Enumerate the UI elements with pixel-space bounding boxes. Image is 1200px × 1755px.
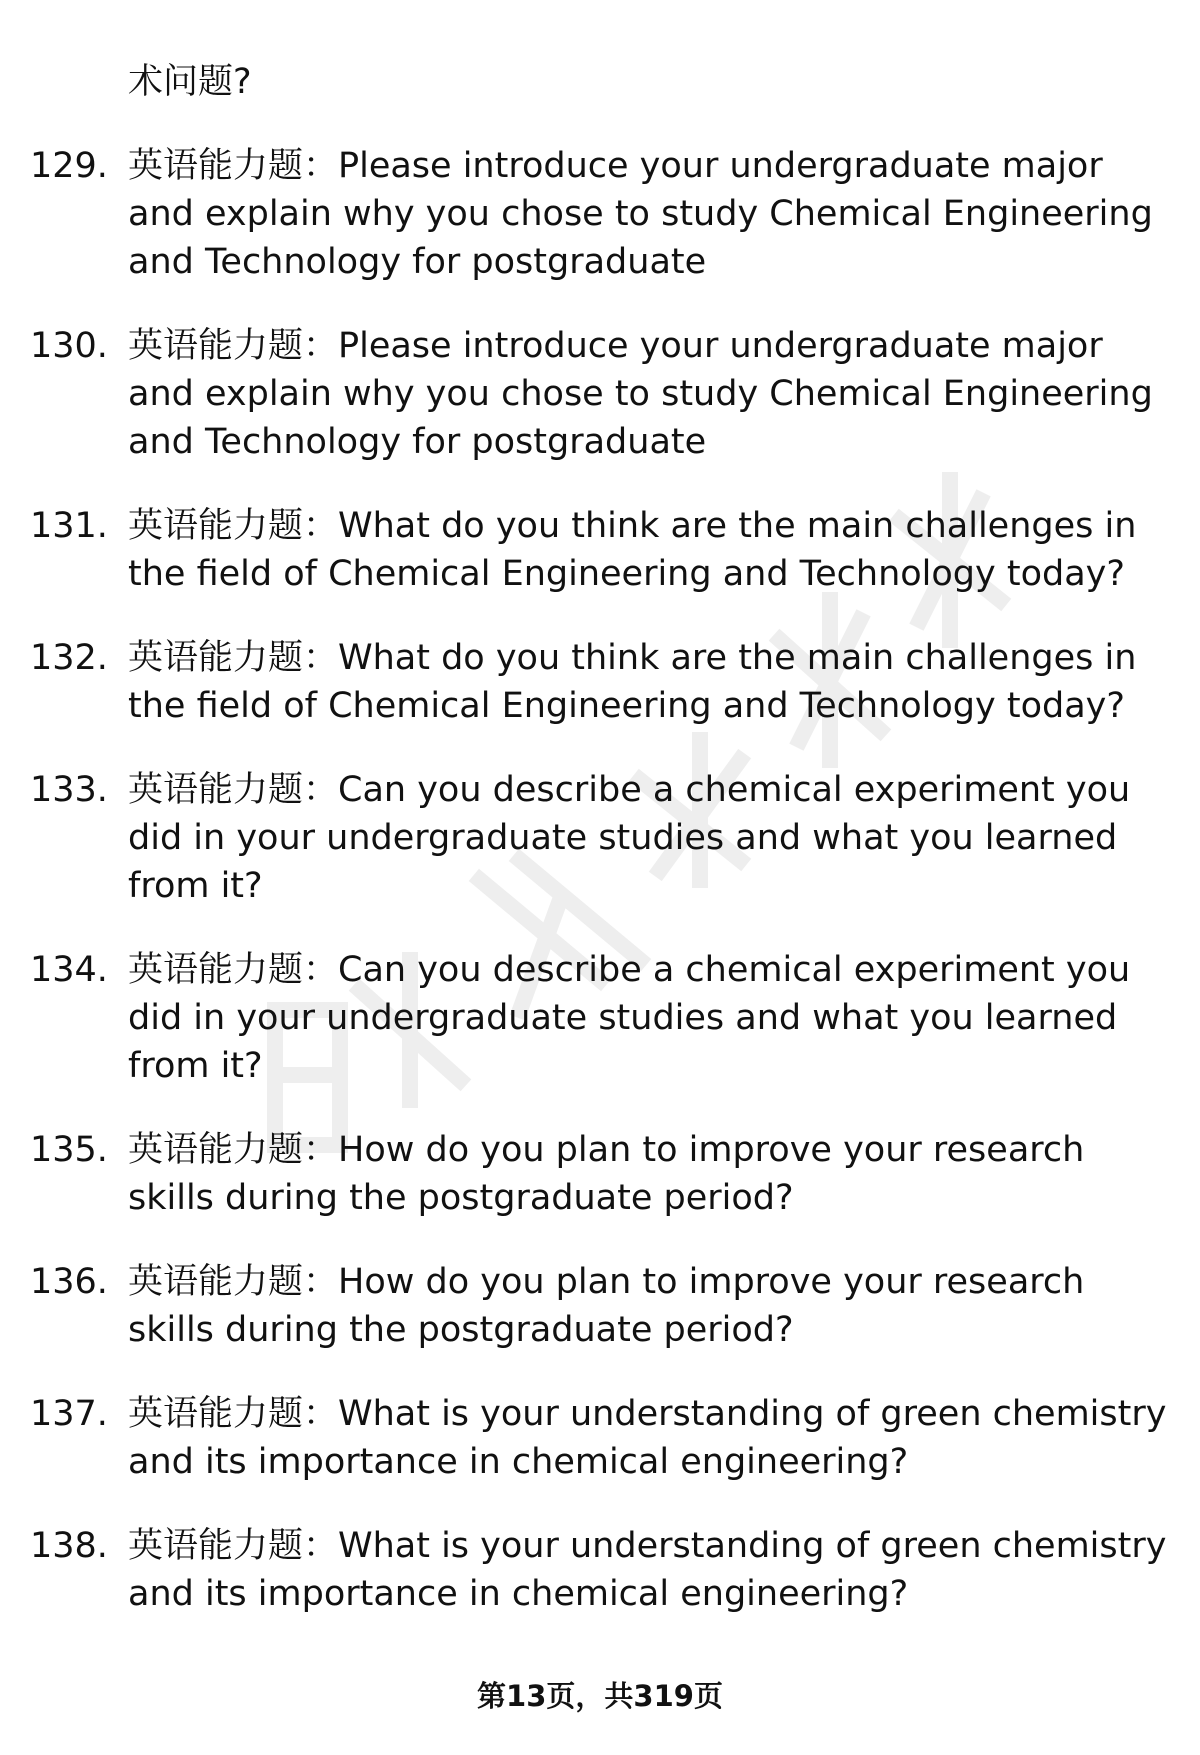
question-text [128,634,1178,730]
continuation-text: 术问题? [128,62,252,102]
question-line: and Technology for postgraduate [128,422,707,462]
question-text [128,1126,1178,1222]
question-line: 英语能力题：What is your understanding of green chemistry [128,1394,1167,1434]
question-text [128,1390,1178,1486]
question-line: and explain why you chose to study Chemical Engineering [128,374,1153,414]
question-text [128,946,1178,1090]
question-line: 英语能力题：How do you plan to improve your research [128,1262,1085,1302]
question-line: and explain why you chose to study Chemical Engineering [128,194,1153,234]
question-line: 英语能力题：What do you think are the main challenges in [128,506,1137,546]
question-number: 136. [30,1262,108,1302]
question-number: 137. [30,1394,108,1434]
question-text [128,322,1178,466]
question-line: 英语能力题：What do you think are the main challenges in [128,638,1137,678]
question-line: from it? [128,1046,263,1086]
question-number: 129. [30,146,108,186]
question-line: 英语能力题：Can you describe a chemical experiment you [128,950,1131,990]
question-line: skills during the postgraduate period? [128,1178,794,1218]
question-number: 130. [30,326,108,366]
question-line: and its importance in chemical engineering? [128,1574,909,1614]
question-text [128,1258,1178,1354]
question-line: 英语能力题：How do you plan to improve your research [128,1130,1085,1170]
question-number: 135. [30,1130,108,1170]
question-text [128,502,1178,598]
question-line: 英语能力题：Please introduce your undergraduate major [128,146,1103,186]
question-line: 英语能力题：Can you describe a chemical experiment you [128,770,1131,810]
question-number: 134. [30,950,108,990]
question-text [128,142,1178,286]
question-line: 英语能力题：What is your understanding of green chemistry [128,1526,1167,1566]
question-number: 133. [30,770,108,810]
question-text [128,1522,1178,1618]
question-line: the field of Chemical Engineering and Technology today? [128,554,1125,594]
page-footer [0,1676,1200,1716]
question-text [128,766,1178,910]
question-line: skills during the postgraduate period? [128,1310,794,1350]
question-line: 英语能力题：Please introduce your undergraduate major [128,326,1103,366]
question-line: did in your undergraduate studies and what you learned [128,998,1118,1038]
question-line: did in your undergraduate studies and what you learned [128,818,1118,858]
question-number: 132. [30,638,108,678]
question-line: from it? [128,866,263,906]
question-number: 131. [30,506,108,546]
question-number: 138. [30,1526,108,1566]
question-line: and Technology for postgraduate [128,242,707,282]
page-number-label: 第13页，共319页 [477,1679,723,1713]
question-line: the field of Chemical Engineering and Technology today? [128,686,1125,726]
question-line: and its importance in chemical engineering? [128,1442,909,1482]
